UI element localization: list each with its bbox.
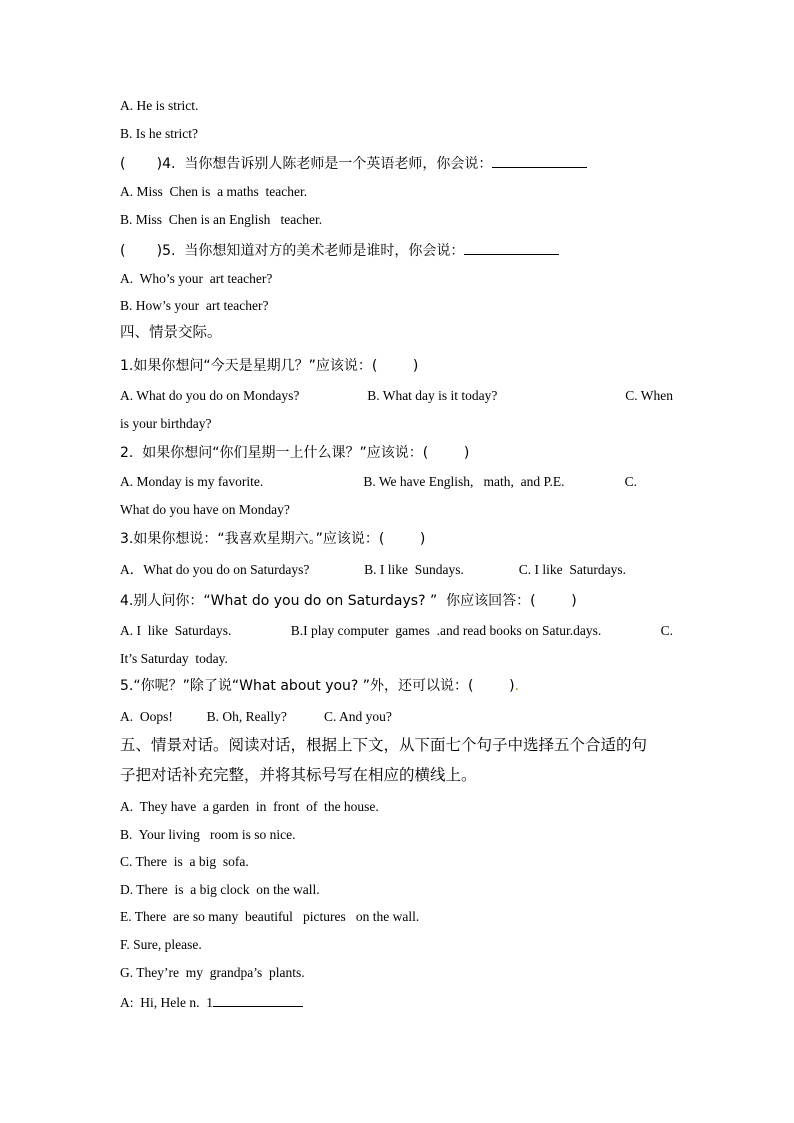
options-row (120, 622, 673, 640)
option-b: B.I play computer games .and read books on Satur.days. (290, 623, 602, 638)
question-text: ( )5. 当你想知道对方的美术老师是谁时，你会说： (120, 243, 465, 259)
question-text: 2. 如果你想问“你们星期一上什么课？”应该说：( ) (120, 445, 470, 461)
choice-option: D. There is a big clock on the wall. (120, 882, 320, 897)
choice-option: C. There is a big sofa. (120, 854, 249, 869)
section-heading-5: 五、情景对话。阅读对话，根据上下文，从下面七个句子中选择五个合适的句 (120, 736, 648, 754)
option-line: B. How’s your art teacher? (120, 298, 269, 313)
question-text: 1.如果你想问“今天是星期几？”应该说：( ) (120, 358, 419, 374)
option-line: A. Miss Chen is a maths teacher. (120, 184, 308, 199)
option-c: C. I like Saturdays. (518, 562, 626, 577)
option-line: B. Is he strict? (120, 126, 198, 141)
option-b: B. We have English, math, and P.E. (363, 474, 565, 489)
options-row (120, 473, 637, 491)
option-a: A. I like Saturdays. (120, 623, 232, 638)
option-line: A. He is strict. (120, 98, 199, 113)
question-text: 3.如果你想说：“我喜欢星期六。”应该说：( ) (120, 531, 426, 547)
option-c: C. (660, 623, 673, 638)
option-b: B. I like Sundays. (364, 562, 464, 577)
section-heading-5-cont: 子把对话补充完整，并将其标号写在相应的横线上。 (120, 766, 477, 784)
question-5-line (120, 677, 519, 695)
choice-option: B. Your living room is so nice. (120, 827, 296, 842)
answer-blank[interactable] (213, 992, 303, 1007)
answer-blank[interactable] (464, 240, 559, 255)
options-row (120, 561, 626, 579)
dialogue-text: A: Hi, Hele n. 1 (120, 995, 213, 1010)
choice-option: F. Sure, please. (120, 937, 202, 952)
question-text: ( )4. 当你想告诉别人陈老师是一个英语老师，你会说： (120, 156, 493, 172)
question-4 (120, 153, 587, 173)
section-heading-4: 四、情景交际。 (120, 325, 222, 341)
choice-option: A. They have a garden in front of the house. (120, 799, 379, 814)
option-c: C. (624, 474, 637, 489)
dialogue-line (120, 992, 303, 1012)
option-continuation: is your birthday? (120, 416, 212, 431)
question-text: 5.“你呢？”除了说“What about you? ”外，还可以说：( ) (120, 678, 515, 694)
options-row: A. Oops! B. Oh, Really? C. And you? (120, 709, 392, 724)
option-continuation: What do you have on Monday? (120, 502, 290, 517)
option-a: A. What do you do on Mondays? (120, 388, 300, 403)
answer-blank[interactable] (492, 153, 587, 168)
option-line: A. Who’s your art teacher? (120, 271, 273, 286)
question-5 (120, 240, 559, 260)
option-continuation: It’s Saturday today. (120, 651, 228, 666)
option-b: B. What day is it today? (367, 388, 498, 403)
option-line: B. Miss Chen is an English teacher. (120, 212, 323, 227)
option-a: A．What do you do on Saturdays? (120, 562, 310, 577)
option-c: C. When (625, 388, 673, 403)
option-a: A. Monday is my favorite. (120, 474, 264, 489)
options-row (120, 387, 673, 405)
choice-option: E. There are so many beautiful pictures on the wall. (120, 909, 420, 924)
choice-option: G. They’re my grandpa’s plants. (120, 965, 305, 980)
accent-dot: . (514, 678, 520, 694)
question-text: 4.别人问你：“What do you do on Saturdays? ” 你应该回答：( ) (120, 593, 577, 609)
